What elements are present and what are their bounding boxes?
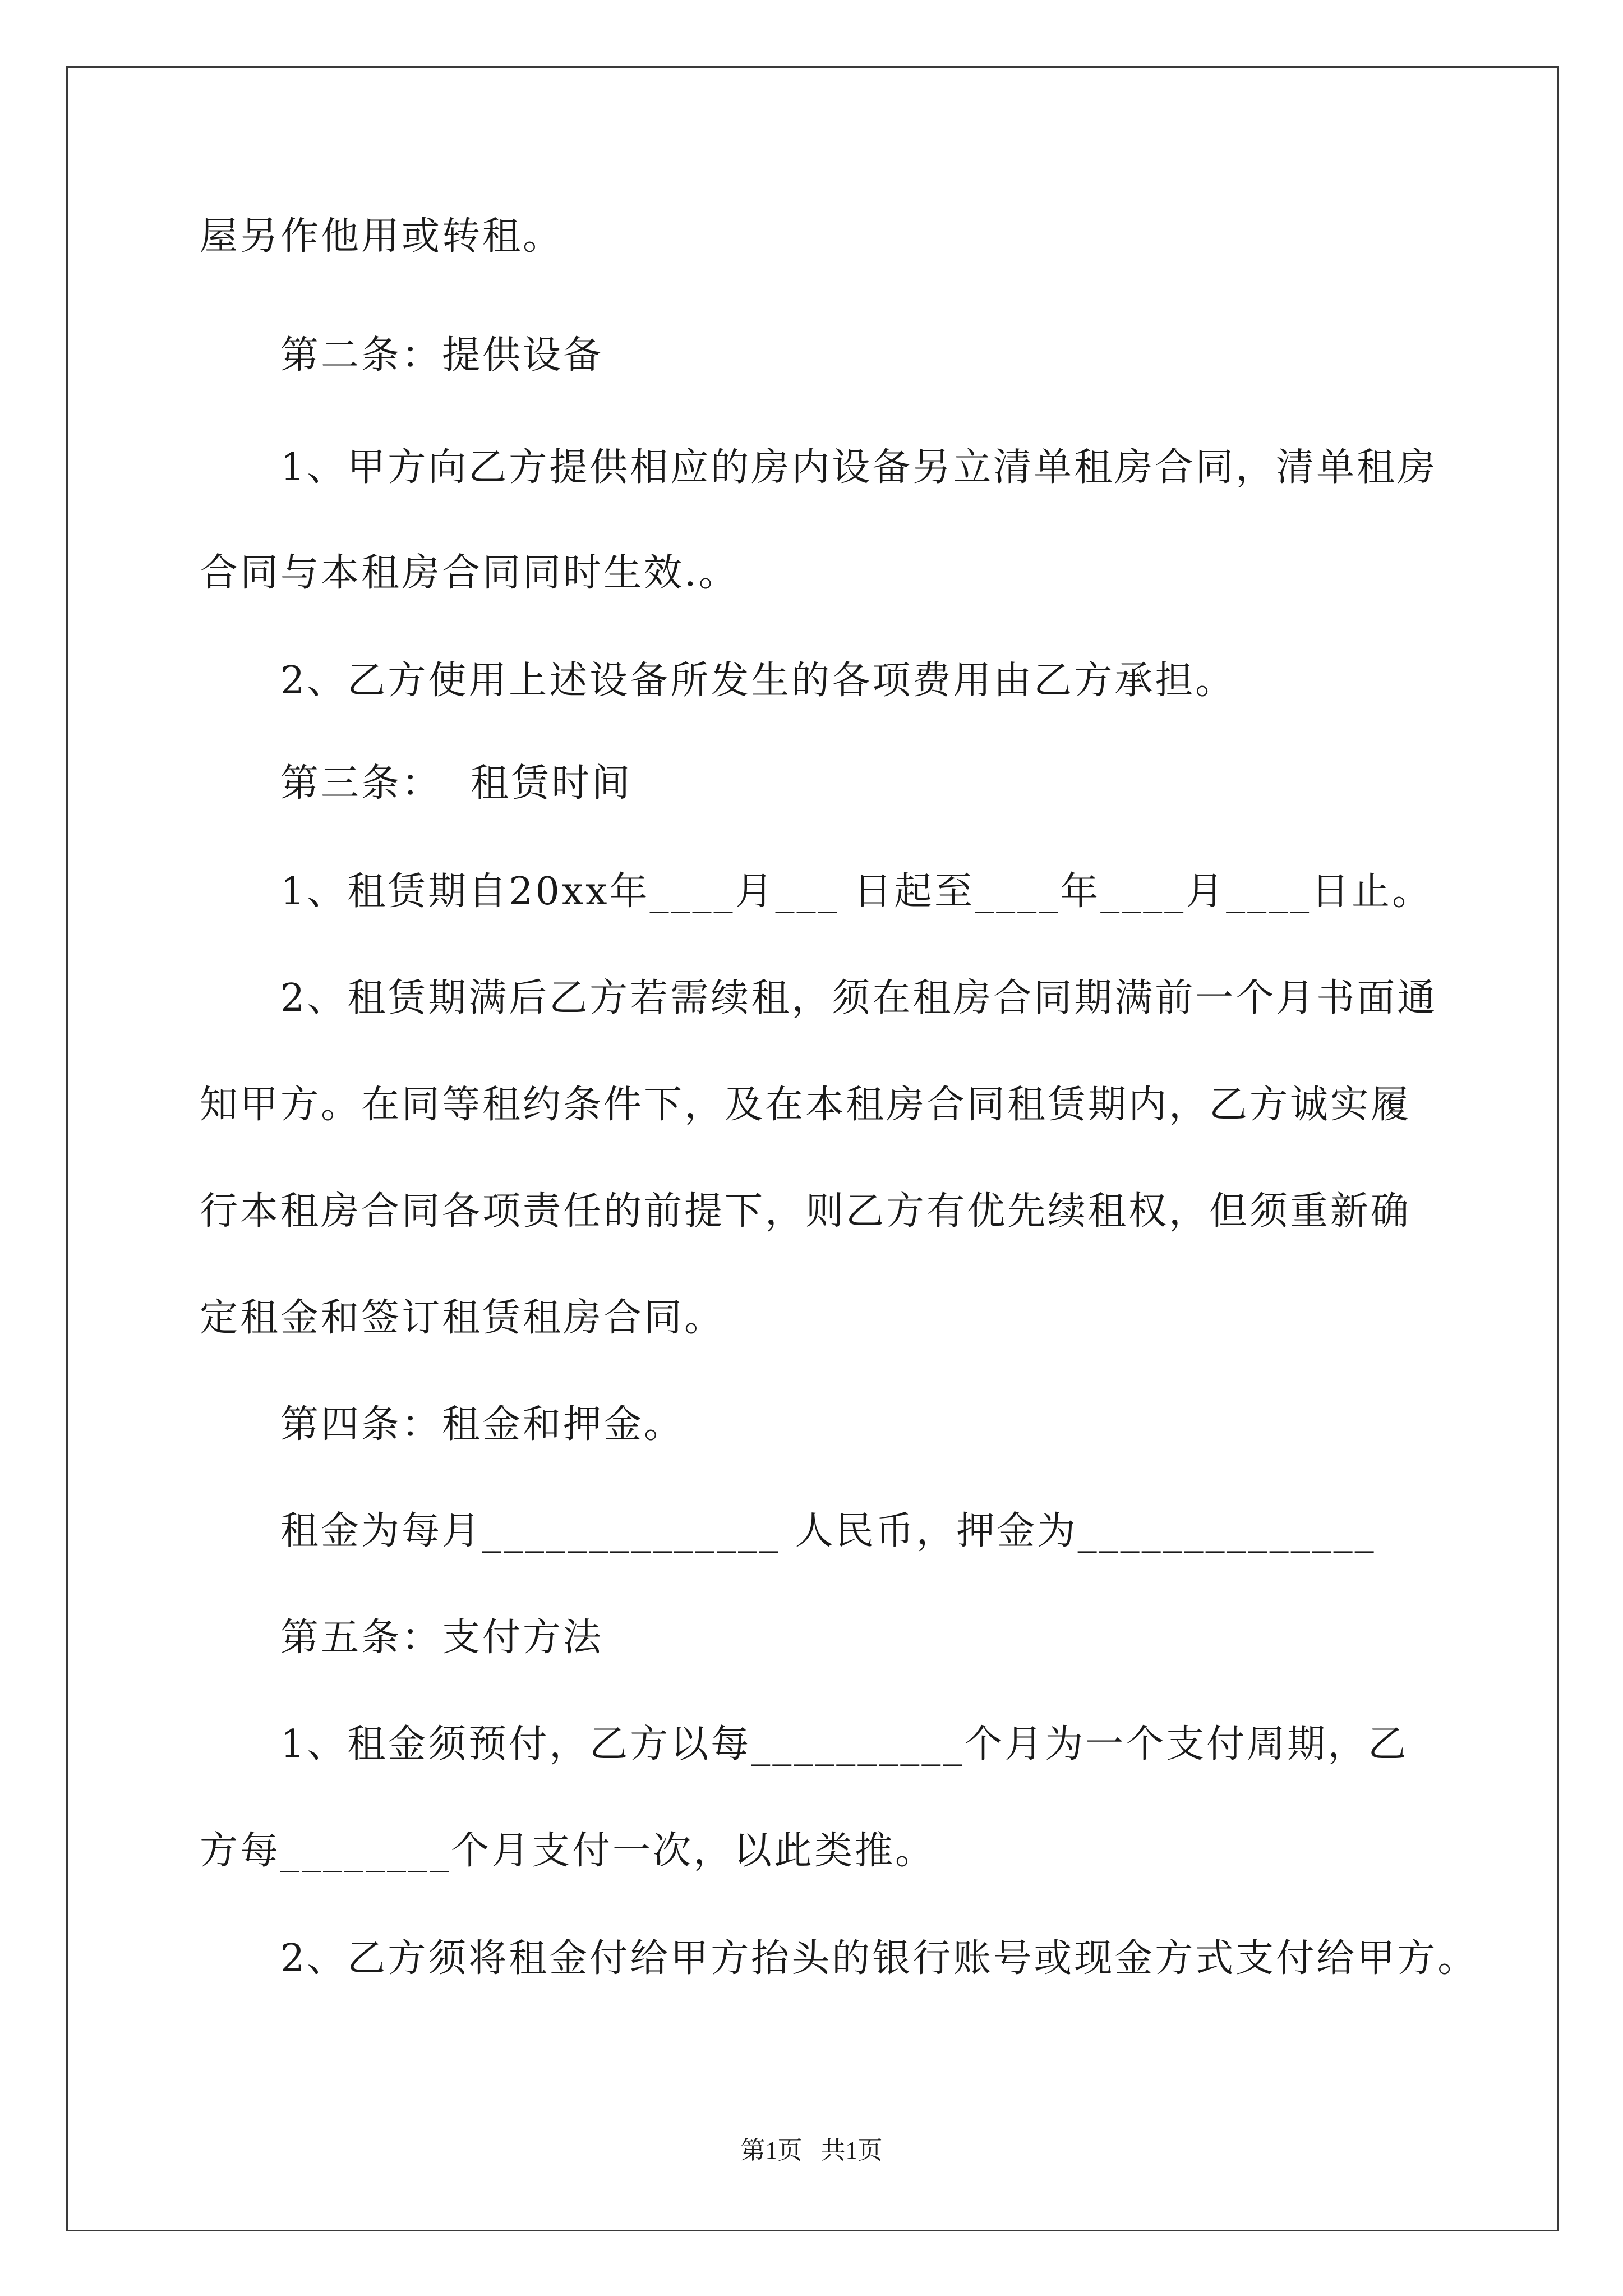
paragraph-line: 租金为每月______________ 人民币，押金为______________: [280, 1509, 1376, 1553]
paragraph-line: 2、乙方须将租金付给甲方抬头的银行账号或现金方式支付给甲方。: [280, 1936, 1478, 1981]
paragraph-line: 1、租赁期自20xx年____月___ 日起至____年____月____日止。: [280, 869, 1433, 914]
section-heading: 第五条：支付方法: [280, 1616, 604, 1660]
section-heading: 第二条：提供设备: [280, 333, 604, 378]
paragraph-line: 合同与本租房合同同时生效.。: [200, 551, 739, 595]
paragraph-line: 1、甲方向乙方提供相应的房内设备另立清单租房合同，清单租房: [280, 445, 1438, 490]
paragraph-line: 知甲方。在同等租约条件下，及在本租房合同租赁期内，乙方诚实履: [200, 1083, 1412, 1127]
paragraph-line: 方每________个月支付一次，以此类推。: [200, 1829, 936, 1873]
paragraph-line: 2、乙方使用上述设备所发生的各项费用由乙方承担。: [280, 659, 1236, 703]
paragraph-line: 行本租房合同各项责任的前提下，则乙方有优先续租权，但须重新确: [200, 1189, 1412, 1234]
section-heading: 第三条： 租赁时间: [280, 761, 633, 806]
paragraph-line: 定租金和签订租赁租房合同。: [200, 1296, 725, 1340]
paragraph-line: 1、租金须预付，乙方以每__________个月为一个支付周期，乙: [280, 1722, 1409, 1766]
page-number-footer: 第1页 共1页: [740, 2137, 883, 2164]
section-heading: 第四条：租金和押金。: [280, 1402, 685, 1447]
paragraph-line: 2、租赁期满后乙方若需续租，须在租房合同期满前一个月书面通: [280, 976, 1438, 1020]
page-border: [66, 66, 1559, 2231]
paragraph-line: 屋另作他用或转租。: [200, 214, 564, 259]
